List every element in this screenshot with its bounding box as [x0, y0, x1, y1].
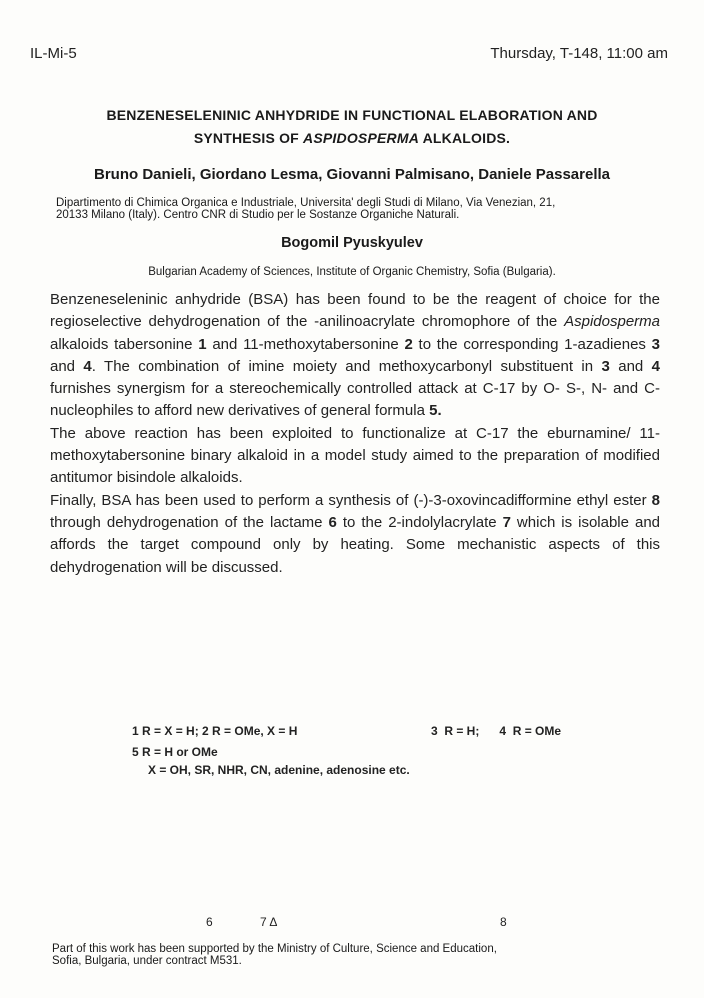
- compound-number: 5.: [429, 402, 442, 420]
- text-segment: to the corresponding 1-azadienes: [412, 335, 652, 353]
- caption-compounds-3-4: 3 R = H; 4 R = OMe: [431, 724, 562, 738]
- text-segment: Finally, BSA has been used to perform a synthesis of (-)-3-oxovincadifformine ethyl ester: [50, 491, 652, 509]
- compound-number: 4: [651, 357, 660, 375]
- italic-term: Aspidosperma: [564, 313, 660, 331]
- footnote-line-1: Part of this work has been supported by the Ministry of Culture, Science and Education,: [52, 943, 497, 955]
- title-text: SYNTHESIS OF: [193, 130, 304, 146]
- text-segment: and: [609, 357, 652, 375]
- compound-number: 3: [651, 335, 660, 353]
- text-segment: and 11-methoxytabersonine: [206, 335, 405, 353]
- text-segment: to the 2-indolylacrylate: [336, 513, 503, 531]
- authors-group-1: Bruno Danieli, Giordano Lesma, Giovanni Palmisano, Daniele Passarella: [94, 166, 610, 183]
- authors-group-2: Bogomil Pyuskyulev: [281, 235, 423, 251]
- footnote-line-2: Sofia, Bulgaria, under contract M531.: [52, 955, 242, 967]
- title-line-2: [0, 130, 704, 146]
- caption-compounds-1-2: 1 R = X = H; 2 R = OMe, X = H: [132, 724, 298, 738]
- text-segment: through dehydrogenation of the lactame: [50, 513, 329, 531]
- affiliation-1-line-2: 20133 Milano (Italy). Centro CNR di Studio per le Sostanze Organiche Naturali.: [56, 209, 460, 221]
- text-segment: The above reaction has been exploited to functionalize at C-17 the eburnamine/ 11-methoxytabersonine binary alkaloid in a model study aimed to the preparation of modified antitumor bisindole alkaloids.: [50, 424, 660, 487]
- affiliation-1-line-1: Dipartimento di Chimica Organica e Industriale, Universita' degli Studi di Milano, Via Venezian, 21,: [56, 197, 556, 209]
- title-italic: ASPIDOSPERMA: [303, 130, 420, 146]
- text-segment: . The combination of imine moiety and methoxycarbonyl substituent in: [91, 357, 602, 375]
- compound-number: 4: [83, 357, 92, 375]
- label-compound-7: 7 Δ: [260, 915, 278, 929]
- abstract-paragraph-1: [50, 289, 660, 423]
- compound-number: 7: [502, 513, 511, 531]
- abstract-paragraph-3: [50, 490, 660, 579]
- title-text: ALKALOIDS.: [419, 130, 511, 146]
- session-time: Thursday, T-148, 11:00 am: [490, 45, 668, 62]
- caption-compound-5: 5 R = H or OMe: [132, 745, 218, 759]
- caption-x-substituents: X = OH, SR, NHR, CN, adenine, adenosine etc.: [148, 763, 410, 777]
- title-line-1: BENZENESELENINIC ANHYDRIDE IN FUNCTIONAL ELABORATION AND: [106, 107, 598, 123]
- text-segment: Benzeneseleninic anhydride (BSA) has been found to be the reagent of choice for the regioselective dehydrogenation of the -anilinoacrylate chromophore of the: [50, 291, 660, 331]
- label-compound-6: 6: [206, 915, 213, 929]
- label-compound-8: 8: [500, 915, 507, 929]
- compound-number: 6: [328, 513, 337, 531]
- compound-number: 2: [404, 335, 413, 353]
- session-code: IL-Mi-5: [30, 45, 77, 62]
- text-segment: alkaloids tabersonine: [50, 335, 199, 353]
- compound-number: 3: [601, 357, 610, 375]
- text-segment: and: [50, 357, 84, 375]
- text-segment: furnishes synergism for a stereochemically controlled attack at C-17 by O- S-, N- and C-nucleophiles to afford new derivatives of general formula: [50, 380, 660, 420]
- abstract-body: [50, 289, 660, 579]
- affiliation-2: Bulgarian Academy of Sciences, Institute of Organic Chemistry, Sofia (Bulgaria).: [148, 266, 556, 278]
- abstract-paragraph-2: [50, 423, 660, 490]
- compound-number: 8: [651, 491, 660, 509]
- compound-number: 1: [198, 335, 207, 353]
- text-segment: which is isolable and affords the target compound only by heating. Some mechanistic aspects of this dehydrogenation will be discussed.: [50, 513, 661, 576]
